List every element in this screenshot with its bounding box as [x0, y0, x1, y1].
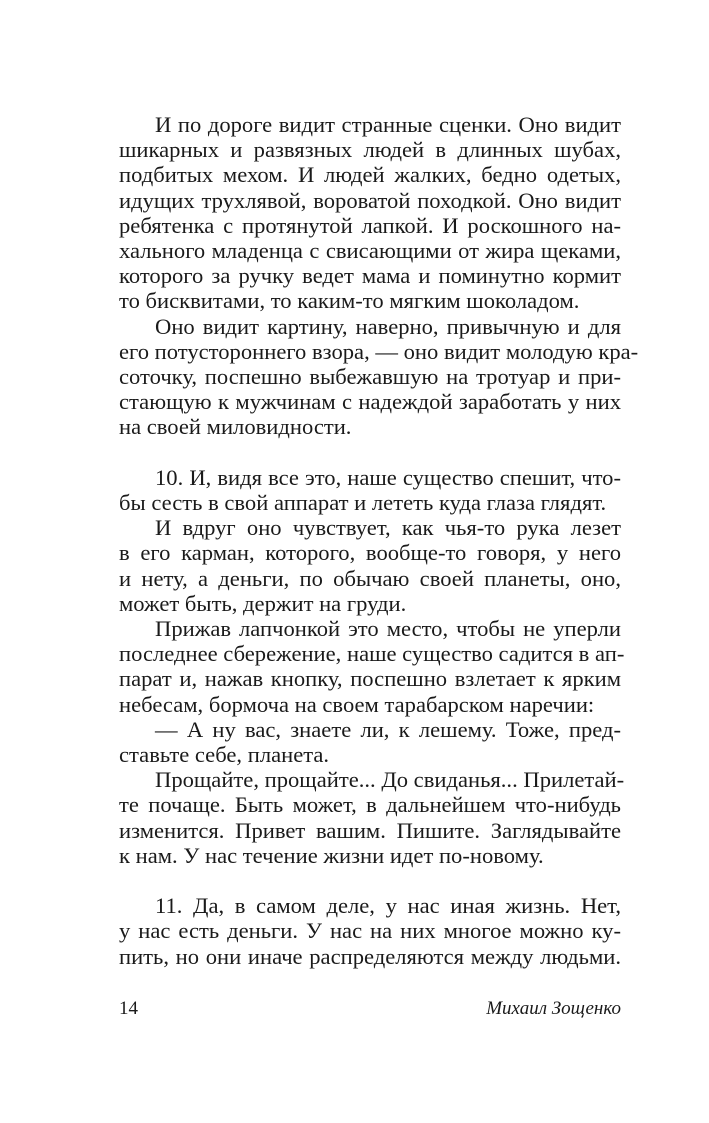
text-line: хального младенца с свисающими от жира щеками, — [119, 238, 621, 264]
section-gap — [119, 868, 621, 893]
text-line: парат и, нажав кнопку, поспешно взлетает к ярким — [119, 666, 621, 692]
text-line: те почаще. Быть может, в дальнейшем что-нибудь — [119, 792, 621, 818]
text-line: его потустороннего взора, — оно видит молодую кра- — [119, 338, 639, 364]
text-line: Прощайте, прощайте... До свиданья... Прилетай- — [155, 767, 625, 793]
text-line: и нету, а деньги, по обычаю своей планеты, оно, — [119, 565, 621, 591]
paragraph-8-section-11 — [119, 893, 621, 969]
text-line: И вдруг оно чувствует, как чья-то рука лезет — [155, 515, 621, 541]
text-line: небесам, бормоча на своем тарабарском наречии: — [119, 691, 595, 717]
text-line: И по дороге видит странные сценки. Оно видит — [155, 112, 621, 137]
text-line: стающую к мужчинам с надеждой заработать у них — [119, 389, 621, 415]
text-line: к нам. У нас течение жизни идет по-новому. — [119, 842, 544, 868]
text-line: ребятенка с протянутой лапкой. И роскошного на- — [119, 212, 621, 238]
paragraph-1 — [119, 112, 621, 314]
paragraph-2 — [119, 313, 639, 440]
text-line: 11. Да, в самом деле, у нас иная жизнь. Нет, — [155, 893, 621, 919]
text-line: 10. И, видя все это, наше существо спешит, что- — [155, 464, 621, 490]
paragraph-7 — [119, 767, 625, 868]
text-line: у нас есть деньги. У нас на них многое можно ку- — [119, 918, 621, 944]
section-gap — [119, 440, 621, 465]
running-author: Михаил Зощенко — [486, 998, 621, 1019]
text-line: которого за ручку ведет мама и поминутно кормит — [119, 263, 621, 289]
text-line: то бисквитами, то каким-то мягким шоколадом. — [119, 288, 580, 314]
paragraph-4 — [119, 515, 621, 616]
text-line: подбитых мехом. И людей жалких, бедно одетых, — [119, 162, 621, 188]
text-line: пить, но они иначе распределяются между людьми. — [119, 943, 621, 969]
text-line: бы сесть в свой аппарат и лететь куда глаза глядят. — [119, 490, 607, 516]
paragraph-5 — [119, 616, 625, 717]
text-line: идущих трухлявой, вороватой походкой. Оно видит — [119, 187, 621, 213]
text-line: соточку, поспешно выбежавшую на тротуар и при- — [119, 364, 621, 390]
text-line: в его карман, которого, вообще-то говоря, у него — [119, 540, 621, 566]
paragraph-6-dialogue — [119, 717, 621, 767]
text-line: — А ну вас, знаете ли, к лешему. Тоже, пред- — [155, 716, 621, 742]
page-footer — [119, 996, 621, 1022]
text-line: изменится. Привет вашим. Пишите. Заглядывайте — [119, 817, 621, 843]
paragraph-3-section-10 — [119, 465, 621, 515]
text-line: Прижав лапчонкой это место, чтобы не уперли — [155, 616, 621, 642]
page-body — [119, 112, 639, 969]
text-line: последнее сбережение, наше существо садится в ап- — [119, 641, 625, 667]
page-number: 14 — [119, 998, 138, 1019]
text-line: шикарных и развязных людей в длинных шубах, — [119, 137, 621, 163]
text-line: может быть, держит на груди. — [119, 590, 407, 616]
text-line: Оно видит картину, наверно, привычную и для — [155, 313, 621, 339]
text-line: на своей миловидности. — [119, 414, 352, 440]
text-line: ставьте себе, планета. — [119, 742, 330, 768]
